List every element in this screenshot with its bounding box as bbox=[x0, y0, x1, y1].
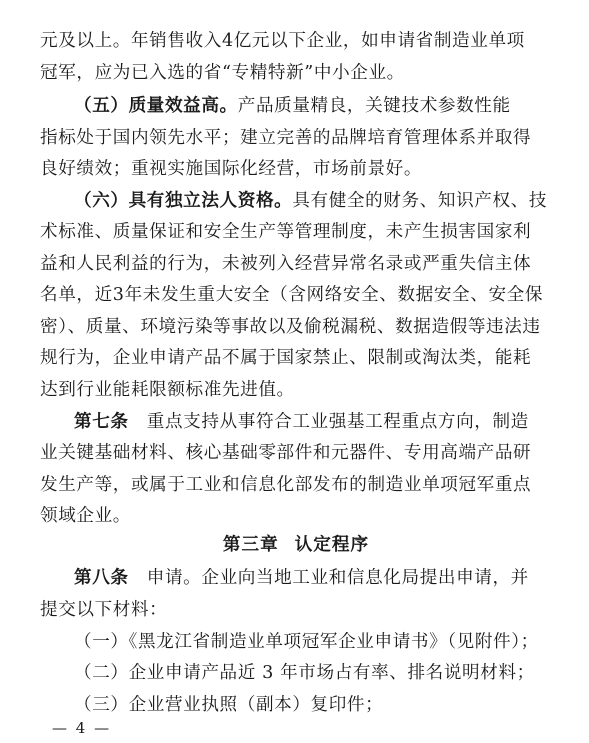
list-item: （三）企业营业执照（副本）复印件； bbox=[74, 695, 384, 715]
text-line: 良好绩效；重视实施国际化经营，市场前景好。 bbox=[40, 159, 423, 179]
article-7-line: 第七条 重点支持从事符合工业强基工程重点方向，制造 bbox=[74, 411, 529, 432]
text-line: （六）具有独立法人资格。具有健全的财务、知识产权、技 bbox=[74, 190, 548, 211]
page-number: — 4 — bbox=[52, 719, 112, 737]
text-line: 发生产等，或属于工业和信息化部发布的制造业单项冠军重点 bbox=[40, 475, 532, 495]
article-8-line: 第八条 申请。企业向当地工业和信息化局提出申请，并 bbox=[74, 567, 529, 588]
list-item: （二）企业申请产品近 3 年市场占有率、排名说明材料； bbox=[74, 663, 535, 683]
text-line: 元及以上。年销售收入4亿元以下企业，如申请省制造业单项 bbox=[40, 31, 525, 51]
text-line: 密）、质量、环境污染等事故以及偷税漏税、数据造假等违法违 bbox=[40, 317, 541, 337]
text-line: 业关键基础材料、核心基础零部件和元器件、专用高端产品研 bbox=[40, 443, 532, 463]
list-item: （一）《黑龙江省制造业单项冠军企业申请书》（见附件）； bbox=[74, 632, 539, 652]
text-line: 益和人民利益的行为，未被列入经营异常名录或严重失信主体 bbox=[40, 254, 532, 274]
text-line: 规行为，企业申请产品不属于国家禁止、限制或淘汰类，能耗 bbox=[40, 348, 532, 368]
text-line: 指标处于国内领先水平；建立完善的品牌培育管理体系并取得 bbox=[40, 128, 532, 148]
text-line: 提交以下材料： bbox=[40, 600, 168, 620]
text-line: （五）质量效益高。产品质量精良，关键技术参数性能 bbox=[74, 95, 511, 116]
text-line: 达到行业能耗限额标准先进值。 bbox=[40, 380, 295, 400]
text-line: 术标准、质量保证和安全生产等管理制度，未产生损害国家利 bbox=[40, 222, 532, 242]
text-line: 名单，近3年未发生重大安全（含网络安全、数据安全、安全保 bbox=[40, 285, 544, 305]
text-line: 领域企业。 bbox=[40, 506, 131, 526]
chapter-heading: 第三章 认定程序 bbox=[222, 534, 370, 555]
text-line: 冠军，应为已入选的省“专精特新”中小企业。 bbox=[40, 63, 405, 83]
